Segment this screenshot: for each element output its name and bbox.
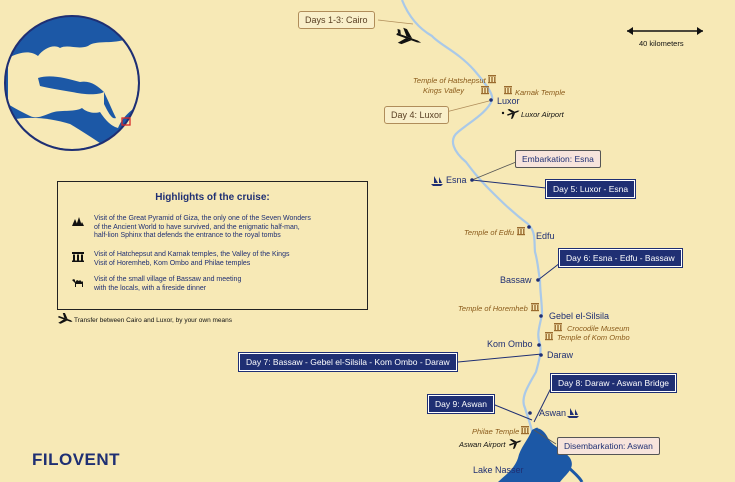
site-horemheb: Temple of Horemheb [458, 304, 528, 313]
town-luxor: Luxor [497, 96, 520, 106]
temple-icons [481, 75, 562, 434]
town-aswan: Aswan [539, 408, 567, 418]
town-bassaw: Bassaw [500, 275, 532, 285]
label-day-5: Day 5: Luxor - Esna [546, 180, 635, 198]
scale-bar [627, 27, 703, 35]
highlights-title: Highlights of the cruise: [155, 192, 270, 203]
site-hatshepsut: Temple of Hatshepsut [413, 76, 486, 85]
label-day-9: Day 9: Aswan [428, 395, 494, 413]
airport-aswan: Aswan Airport [459, 440, 506, 449]
brand-logo: FILOVENT [32, 450, 121, 469]
town-edfu: Edfu [536, 231, 555, 241]
label-day-6: Day 6: Esna - Edfu - Bassaw [559, 249, 682, 267]
site-kings-valley: Kings Valley [423, 86, 464, 95]
temple-icon [72, 252, 84, 262]
label-days-1-3-cairo: Days 1-3: Cairo [298, 11, 375, 29]
site-crocodile-museum: Crocodile Museum [567, 324, 630, 333]
camel-icon [72, 277, 84, 287]
town-daraw: Daraw [547, 350, 574, 360]
site-kom-ombo: Temple of Kom Ombo [557, 333, 630, 342]
connector-luxor [378, 20, 413, 24]
overview-globe [5, 16, 140, 150]
label-day-7: Day 7: Bassaw - Gebel el-Silsila - Kom Ombo - Daraw [239, 353, 457, 371]
plane-icon [393, 26, 424, 50]
site-karnak: Karnak Temple [515, 88, 566, 97]
town-esna: Esna [446, 175, 467, 185]
legend-transfer: Transfer between Cairo and Luxor, by your own means [74, 317, 233, 324]
highlights-panel: Highlights of the cruise: Visit of the Great Pyramid of Giza, the only one of the Seven Wonders of the Ancient World to have survived, and the enigmatic half-man, half-lion Sphinx that defends the entrance to the royal tombs Visit of Hatchepsut and Karnak temples, the Valley of the Kings Visit of Horemheb, Kom Ombo and Philae temples Visit of the small village of Bassaw and meeting with the locals, with a fireside dinner [57, 181, 368, 310]
scale-label: 40 kilometers [639, 39, 684, 48]
town-gebel-el-silsila: Gebel el-Silsila [549, 311, 610, 321]
legend-plane-icon [57, 313, 73, 325]
pyramids-icon [72, 216, 84, 226]
label-disembarkation: Disembarkation: Aswan [557, 437, 660, 455]
airport-luxor: Luxor Airport [521, 110, 564, 119]
label-embarkation: Embarkation: Esna [515, 150, 601, 168]
label-day-4-luxor: Day 4: Luxor [384, 106, 449, 124]
site-edfu: Temple of Edfu [464, 228, 515, 237]
town-kom-ombo: Kom Ombo [487, 339, 533, 349]
label-day-8: Day 8: Daraw - Aswan Bridge [551, 374, 676, 392]
nile-river [402, 0, 542, 440]
lake-nasser-label: Lake Nasser [473, 465, 524, 475]
site-philae: Philae Temple [472, 427, 520, 436]
